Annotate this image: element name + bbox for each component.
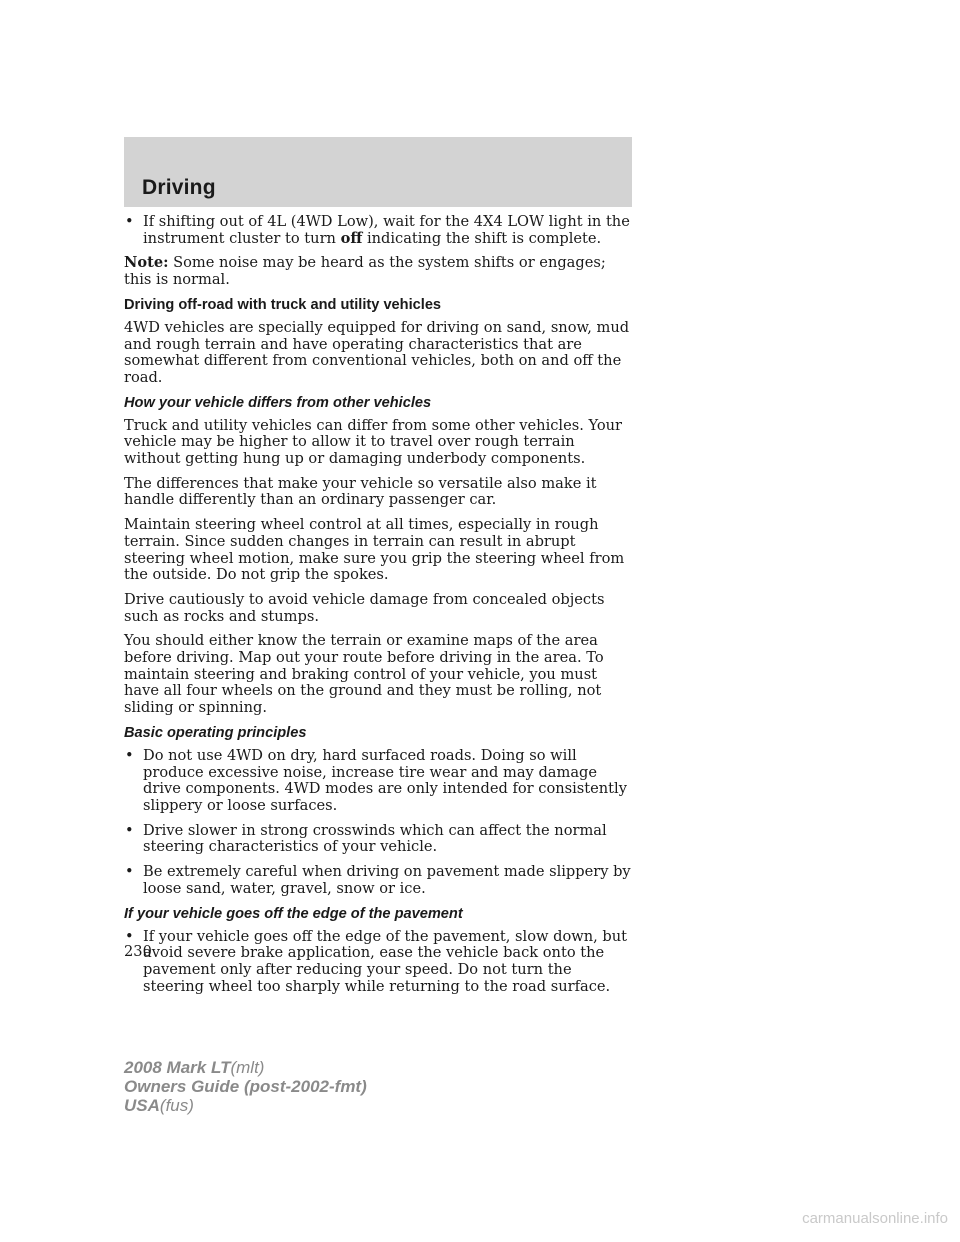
bullet-dot: • (125, 927, 134, 945)
bullet-shift-out-4l (124, 214, 632, 247)
bullet-pavement-edge-text: If your vehicle goes off the edge of the pavement, slow down, but avoid severe brake application, ease the vehicle back onto the pavement only after reducing your speed. Do not turn the steering wheel too sharply while returning to the road surface. (143, 927, 628, 995)
paragraph-offroad: 4WD vehicles are specially equipped for driving on sand, snow, mud and rough terrain and have operating characteristics that are somewhat different from conventional vehicles, both on and off the road. (124, 318, 630, 386)
footer-market: USA (124, 1096, 160, 1115)
note-paragraph (124, 255, 632, 288)
bullet-pavement-edge (124, 929, 632, 996)
footer-line-3 (124, 1096, 367, 1115)
footer-model-code: (mlt) (230, 1058, 265, 1077)
paragraph-differs-4: Drive cautiously to avoid vehicle damage from concealed objects such as rocks and stumps. (124, 590, 605, 625)
bullet-dot: • (125, 863, 134, 881)
heading-basic-principles: Basic operating principles (124, 724, 307, 741)
note-label: Note: (124, 254, 169, 272)
bullet-shift-text-a: If shifting out of 4L (4WD Low), wait for the 4X4 LOW light in the instrument cluster to turn (143, 213, 630, 247)
bullet-dot: • (125, 746, 134, 764)
document-footer (124, 1058, 367, 1115)
bullet-basic-1-text: Do not use 4WD on dry, hard surfaced roads. Doing so will produce excessive noise, increase tire wear and may damage drive components. 4WD modes are only intended for consistently slippery or loose surfaces. (143, 746, 627, 814)
footer-line-2: Owners Guide (post-2002-fmt) (124, 1077, 367, 1096)
bullet-basic-3-text: Be extremely careful when driving on pavement made slippery by loose sand, water, gravel, snow or ice. (143, 863, 631, 897)
heading-vehicle-differs: How your vehicle differs from other vehicles (124, 394, 432, 411)
footer-market-code: (fus) (159, 1096, 194, 1115)
paragraph-differs-3: Maintain steering wheel control at all times, especially in rough terrain. Since sudden changes in terrain can result in abrupt steering wheel motion, make sure you grip the steering wheel from the outside. Do not grip the spokes. (124, 516, 625, 584)
note-text: Some noise may be heard as the system shifts or engages; this is normal. (124, 254, 606, 289)
heading-pavement-edge: If your vehicle goes off the edge of the pavement (124, 905, 463, 922)
footer-line-1 (124, 1058, 367, 1077)
page-content (124, 214, 632, 1003)
bullet-basic-2 (124, 823, 632, 856)
bullet-dot: • (125, 213, 134, 230)
page-number: 230 (124, 943, 152, 960)
bullet-basic-1 (124, 748, 632, 815)
bullet-shift-bold: off (340, 229, 363, 247)
bullet-basic-2-text: Drive slower in strong crosswinds which can affect the normal steering characteristics of your vehicle. (143, 821, 607, 856)
section-header-band (124, 137, 632, 207)
paragraph-differs-1: Truck and utility vehicles can differ from some other vehicles. Your vehicle may be higher to allow it to travel over rough terrain without getting hung up or damaging underbody components. (124, 416, 623, 468)
bullet-basic-3 (124, 864, 632, 897)
section-title: Driving (142, 176, 216, 199)
heading-offroad: Driving off-road with truck and utility vehicles (124, 296, 442, 313)
site-watermark: carmanualsonline.info (802, 1210, 948, 1227)
footer-model: 2008 Mark LT (124, 1058, 231, 1077)
bullet-dot: • (125, 821, 134, 839)
paragraph-differs-2: The differences that make your vehicle so versatile also make it handle differently than an ordinary passenger car. (124, 474, 597, 509)
paragraph-differs-5: You should either know the terrain or examine maps of the area before driving. Map out your route before driving in the area. To maintain steering and braking control of your vehicle, you must have all four wheels on the ground and they must be rolling, not sliding or spinning. (124, 632, 604, 717)
bullet-shift-text-b: indicating the shift is complete. (362, 229, 602, 247)
